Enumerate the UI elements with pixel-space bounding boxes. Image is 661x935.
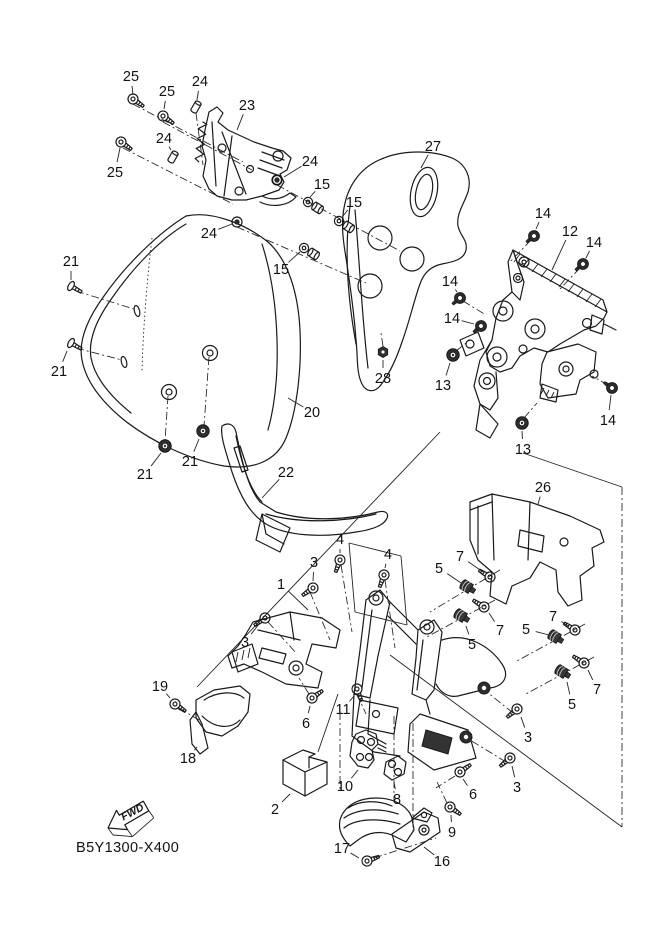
callout-24: 24: [191, 74, 209, 90]
callout-19: 19: [151, 679, 169, 695]
bolt-icon: [601, 378, 619, 395]
grommet-icon: [197, 425, 209, 437]
callout-15: 15: [345, 195, 363, 211]
bolt-icon: [523, 228, 541, 246]
damp5-icon: [547, 629, 565, 646]
callout-5: 5: [434, 561, 444, 577]
callout-1: 1: [276, 577, 286, 593]
callout-13: 13: [514, 442, 532, 458]
callout-14: 14: [443, 311, 461, 327]
callout-10: 10: [336, 779, 354, 795]
washer-icon: [272, 175, 282, 185]
callout-5: 5: [521, 622, 531, 638]
callout-3: 3: [512, 780, 522, 796]
part-8-plate: [384, 756, 406, 780]
grommet-icon: [159, 440, 171, 452]
fwd-label: FWD: [119, 801, 146, 824]
callout-14: 14: [534, 206, 552, 222]
flat-icon: [66, 280, 84, 296]
pan-icon: [570, 652, 590, 670]
part-10-setting-plate: [350, 730, 386, 768]
callout-12: 12: [561, 224, 579, 240]
callout-26: 26: [534, 480, 552, 496]
callout-17: 17: [333, 841, 351, 857]
part-26-inner-panel: [470, 494, 604, 606]
part-20-windshield: [81, 215, 300, 467]
callout-16: 16: [433, 854, 451, 870]
callout-7: 7: [495, 623, 505, 639]
callout-7: 7: [455, 549, 465, 565]
callout-4: 4: [335, 532, 345, 548]
callout-4: 4: [383, 547, 393, 563]
callout-25: 25: [158, 84, 176, 100]
pan-icon: [443, 800, 463, 818]
callout-27: 27: [424, 139, 442, 155]
callout-5: 5: [467, 637, 477, 653]
pin-icon: [167, 150, 179, 164]
callout-24: 24: [155, 131, 173, 147]
pan-icon: [331, 554, 346, 574]
callout-15: 15: [313, 177, 331, 193]
pan-icon: [305, 687, 325, 705]
callout-7: 7: [548, 609, 558, 625]
grommet-icon: [516, 417, 528, 429]
callout-18: 18: [179, 751, 197, 767]
part-22-windshield-trim: [222, 424, 388, 552]
damp15-icon: [333, 215, 356, 234]
callout-14: 14: [441, 274, 459, 290]
callout-11: 11: [335, 702, 351, 718]
callout-21: 21: [181, 454, 199, 470]
callout-21: 21: [50, 364, 68, 380]
callout-3: 3: [309, 555, 319, 571]
callout-13: 13: [434, 378, 452, 394]
callout-25: 25: [106, 165, 124, 181]
callout-7: 7: [592, 682, 602, 698]
callout-3: 3: [523, 730, 533, 746]
part-2-damper-block: [283, 750, 327, 796]
callout-24: 24: [200, 226, 218, 242]
callout-3: 3: [240, 635, 250, 651]
callout-5: 5: [567, 697, 577, 713]
callout-23: 23: [238, 98, 256, 114]
grommet-icon: [447, 349, 459, 361]
callout-14: 14: [599, 413, 617, 429]
callout-22: 22: [277, 465, 295, 481]
damp15-icon: [298, 242, 321, 261]
pan-icon: [126, 92, 146, 110]
callout-28: 28: [374, 371, 392, 387]
callout-2: 2: [270, 802, 280, 818]
callout-15: 15: [272, 262, 290, 278]
pan-icon: [470, 596, 490, 614]
pan-icon: [361, 852, 381, 867]
pan-icon: [561, 619, 581, 637]
callout-21: 21: [62, 254, 80, 270]
pan-icon: [351, 683, 366, 703]
callout-6: 6: [468, 787, 478, 803]
callout-21: 21: [136, 467, 154, 483]
pin-icon: [190, 100, 202, 114]
callout-numbers: [51, 69, 616, 870]
pan-icon: [114, 135, 134, 153]
damp5-icon: [554, 664, 572, 681]
part-12-meter-bracket: [460, 250, 616, 438]
pan-icon: [476, 566, 496, 584]
bolt-icon: [572, 256, 590, 274]
pan-icon: [156, 109, 176, 127]
damp5-icon: [453, 608, 471, 625]
pan-icon: [168, 697, 188, 715]
callout-8: 8: [392, 792, 402, 808]
callout-9: 9: [447, 825, 457, 841]
part-16-guard: [339, 798, 440, 852]
pan-icon: [497, 751, 517, 770]
part-23-stay-bracket: [202, 107, 296, 205]
pan-icon: [375, 569, 390, 589]
callout-14: 14: [585, 235, 603, 251]
pan-icon: [300, 581, 320, 599]
drawing-code: B5Y1300-X400: [76, 840, 180, 856]
callout-24: 24: [301, 154, 319, 170]
bolt-icon: [449, 290, 467, 308]
nut-icon: [378, 347, 387, 358]
callout-25: 25: [122, 69, 140, 85]
callout-20: 20: [303, 405, 321, 421]
damp15-icon: [302, 196, 325, 215]
fwd-arrow: [108, 801, 154, 836]
callout-6: 6: [301, 716, 311, 732]
